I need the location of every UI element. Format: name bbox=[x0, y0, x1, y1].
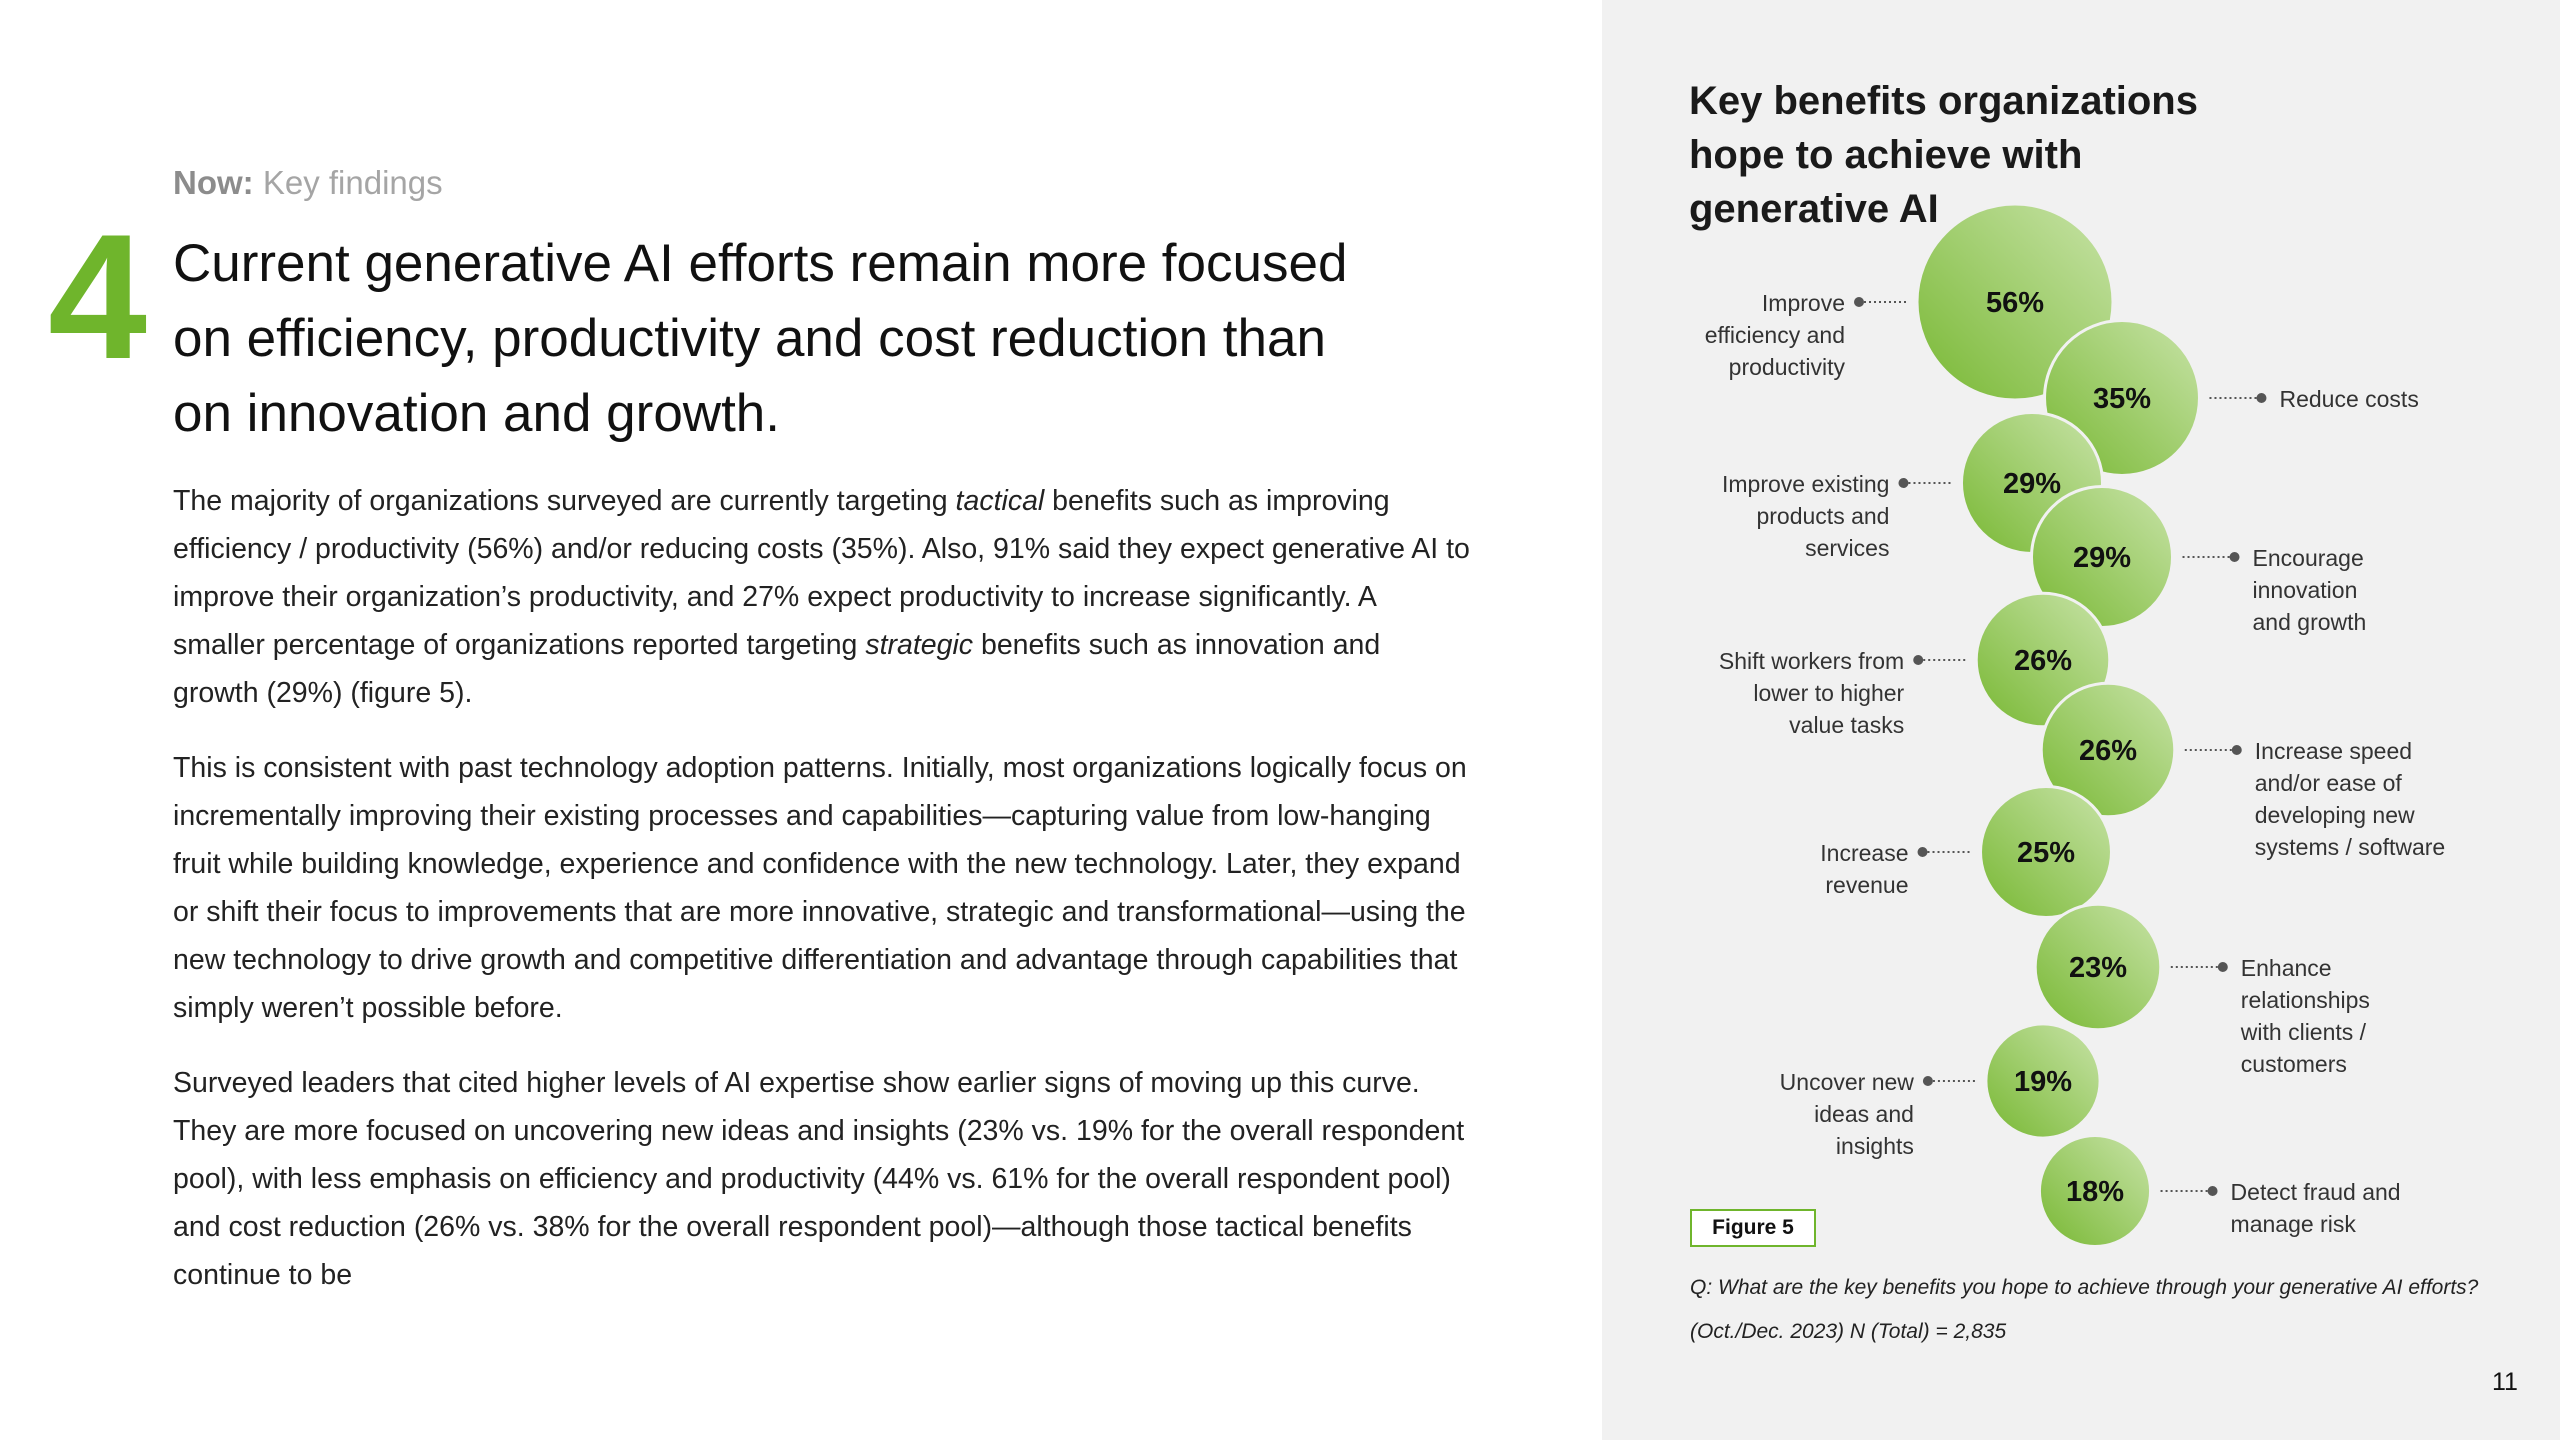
category-label-line: Improve existing bbox=[1722, 471, 1890, 497]
connector-dot-item-8 bbox=[2218, 962, 2228, 972]
category-label-line: Increase bbox=[1820, 840, 1909, 866]
category-label-line: Detect fraud and bbox=[2230, 1179, 2401, 1205]
category-label-line: and growth bbox=[2252, 609, 2367, 635]
paragraph-2: This is consistent with past technology adoption patterns. Initially, most organizations logically focus on incrementally improving their existing processes and capabilities—capturing value from low-hanging fruit while building knowledge, experience and confidence with the new technology. Later, they expand or shift their focus to improvements that are more innovative, strategic and transformational—using the new technology to drive growth and competitive differentiation and advantage through capabilities that simply weren’t possible before. bbox=[173, 752, 1467, 1024]
category-label-item-3 bbox=[1722, 471, 1889, 561]
connector-dot-item-5 bbox=[1913, 655, 1923, 665]
category-label-item-4 bbox=[2253, 545, 2367, 635]
category-label-line: lower to higher bbox=[1753, 680, 1905, 706]
category-label-line: Reduce costs bbox=[2279, 386, 2419, 412]
value-label-item-10: 18% bbox=[2065, 1176, 2125, 1208]
value-label-item-7: 25% bbox=[2016, 837, 2076, 869]
connector-dot-item-9 bbox=[1923, 1076, 1933, 1086]
category-label-line: efficiency and bbox=[1704, 322, 1845, 348]
category-label-item-1 bbox=[1705, 290, 1846, 380]
category-label-line: Uncover new bbox=[1779, 1069, 1914, 1095]
section-number: 4 bbox=[48, 197, 147, 396]
category-label-line: innovation bbox=[2252, 577, 2358, 603]
category-label-line: and/or ease of bbox=[2254, 770, 2402, 796]
p1-part-2: benefits such as improving efficiency / productivity (56%) and/or reducing costs (35%). Also, 91% said they expect generative AI to improve their organization’s productivity, and 27% expect productivity to increase significantly. A smaller percentage of organizations reported targeting bbox=[173, 485, 1470, 661]
p1-part-1: The majority of organizations surveyed are currently targeting bbox=[173, 485, 956, 517]
category-label-line: manage risk bbox=[2230, 1211, 2356, 1237]
value-label-item-6: 26% bbox=[2078, 735, 2138, 767]
p1-emphasis-tactical: tactical bbox=[955, 485, 1045, 517]
category-label-line: with clients / bbox=[2240, 1019, 2367, 1045]
bubble-layer bbox=[1917, 204, 2199, 1247]
survey-question: Q: What are the key benefits you hope to achieve through your generative AI efforts? bbox=[1690, 1276, 2479, 1299]
category-label-line: Encourage bbox=[2252, 545, 2364, 571]
value-label-item-1: 56% bbox=[1985, 287, 2045, 319]
survey-source: (Oct./Dec. 2023) N (Total) = 2,835 bbox=[1690, 1320, 2007, 1343]
connector-dot-item-3 bbox=[1898, 478, 1908, 488]
value-label-item-2: 35% bbox=[2092, 383, 2152, 415]
category-label-line: ideas and bbox=[1814, 1101, 1914, 1127]
category-label-item-8 bbox=[2240, 955, 2370, 1077]
category-label-line: relationships bbox=[2240, 987, 2370, 1013]
category-label-line: value tasks bbox=[1789, 712, 1905, 738]
connector-dot-item-10 bbox=[2208, 1186, 2218, 1196]
category-label-line: Shift workers from bbox=[1718, 648, 1905, 674]
connector-dot-item-7 bbox=[1918, 847, 1928, 857]
p1-emphasis-strategic: strategic bbox=[865, 629, 974, 661]
connector-dot-item-4 bbox=[2230, 552, 2240, 562]
value-label-item-4: 29% bbox=[2072, 542, 2132, 574]
chart-title: Key benefits organizations hope to achieve with generative AI bbox=[1689, 79, 2198, 231]
value-label-item-9: 19% bbox=[2013, 1066, 2073, 1098]
connector-dot-item-1 bbox=[1854, 297, 1864, 307]
category-label-line: insights bbox=[1835, 1133, 1914, 1159]
connector-dot-item-6 bbox=[2232, 745, 2242, 755]
category-label-line: customers bbox=[2240, 1051, 2347, 1077]
eyebrow-bold: Now: bbox=[173, 164, 254, 201]
category-label-line: services bbox=[1805, 535, 1890, 561]
category-label-line: Improve bbox=[1761, 290, 1845, 316]
category-label-item-6 bbox=[2255, 738, 2445, 860]
category-label-line: Increase speed bbox=[2254, 738, 2413, 764]
category-label-item-7 bbox=[1820, 840, 1908, 898]
page-headline: Current generative AI efforts remain more focused on efficiency, productivity and cost reduction than on innovation and growth. bbox=[173, 234, 1348, 443]
eyebrow-rest: Key findings bbox=[253, 164, 443, 201]
p1-part-3: benefits such as innovation and growth (29%) (figure 5). bbox=[173, 629, 1381, 709]
category-label-item-5 bbox=[1719, 648, 1905, 738]
category-label-item-9 bbox=[1780, 1069, 1915, 1159]
paragraph-3: Surveyed leaders that cited higher levels of AI expertise show earlier signs of moving up this curve. They are more focused on uncovering new ideas and insights (23% vs. 19% for the overall respondent pool), with less emphasis on efficiency and productivity (44% vs. 61% for the overall respondent pool) and cost reduction (26% vs. 38% for the overall respondent pool)—although those tactical benefits continue to be bbox=[173, 1067, 1465, 1291]
category-label-line: revenue bbox=[1825, 872, 1909, 898]
category-label-item-2 bbox=[2279, 386, 2418, 412]
category-label-line: products and bbox=[1756, 503, 1890, 529]
category-label-item-10 bbox=[2231, 1179, 2401, 1237]
value-label-item-8: 23% bbox=[2068, 952, 2128, 984]
value-label-item-5: 26% bbox=[2013, 645, 2073, 677]
category-label-line: systems / software bbox=[2254, 834, 2446, 860]
value-label-item-3: 29% bbox=[2002, 468, 2062, 500]
category-label-line: Enhance bbox=[2240, 955, 2332, 981]
category-label-line: developing new bbox=[2254, 802, 2415, 828]
figure-label: Figure 5 bbox=[1690, 1209, 1816, 1247]
page-number: 11 bbox=[2492, 1368, 2518, 1396]
category-label-line: productivity bbox=[1728, 354, 1845, 380]
connector-dot-item-2 bbox=[2256, 393, 2266, 403]
